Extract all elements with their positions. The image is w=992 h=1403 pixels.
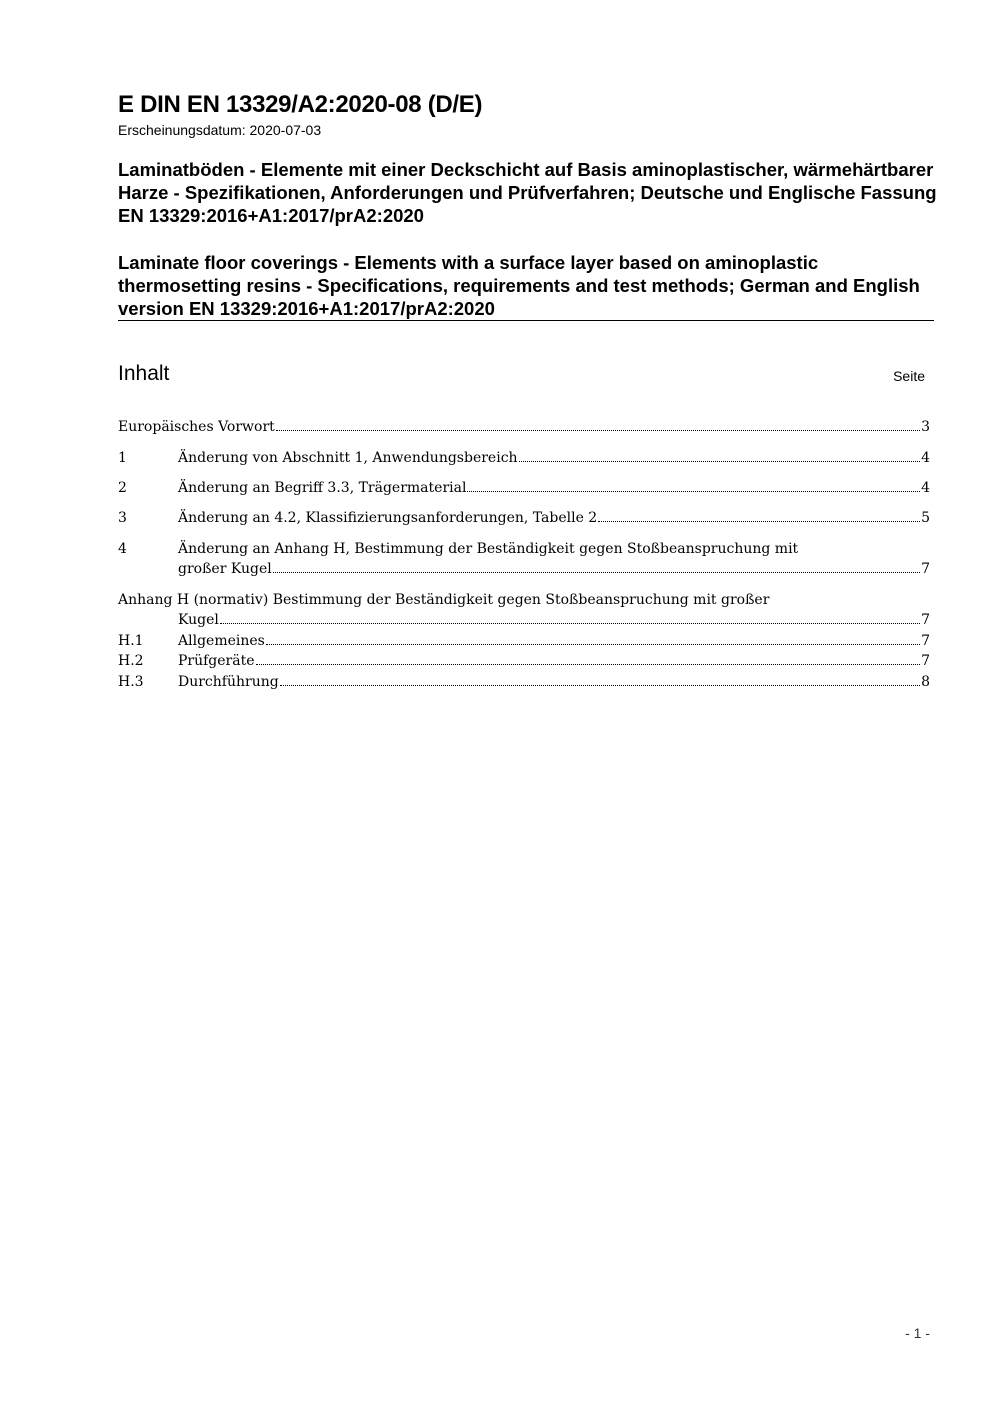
toc-leader-dots: [266, 644, 920, 645]
toc-entry-page: 7: [921, 561, 930, 577]
toc-entry-2[interactable]: [118, 478, 930, 498]
toc-entry-text-line1: Anhang H (normativ) Bestimmung der Beständigkeit gegen Stoßbeanspruchung mit großer: [118, 592, 770, 608]
publication-date: Erscheinungsdatum: 2020-07-03: [118, 122, 322, 138]
toc-page-column-label: Seite: [893, 368, 925, 384]
page-number: - 1 -: [905, 1325, 930, 1341]
toc-entry-text-line2: Kugel: [178, 612, 219, 628]
toc-leader-dots: [519, 461, 921, 462]
toc-leader-dots: [220, 623, 920, 624]
toc-entry-text: Durchführung: [178, 674, 279, 690]
toc-entry-text-line2: großer Kugel: [178, 561, 272, 577]
toc-leader-dots: [467, 491, 920, 492]
toc-entry-text: Allgemeines: [178, 633, 265, 649]
toc-entry-4[interactable]: [118, 539, 930, 579]
toc-leader-dots: [280, 685, 920, 686]
title-divider: [118, 320, 934, 321]
title-german: Laminatböden - Elemente mit einer Deckschicht auf Basis aminoplastischer, wärmehärtbarer Harze - Spezifikationen, Anforderungen und Prüfverfahren; Deutsche und Englische Fassung EN 13329:2016+A1:2017/prA2:2020: [118, 159, 937, 226]
toc-entry-text-line1: Änderung an Anhang H, Bestimmung der Beständigkeit gegen Stoßbeanspruchung mit: [178, 541, 799, 557]
toc-leader-dots: [276, 430, 920, 431]
toc-entry-annex-h[interactable]: [118, 590, 930, 630]
toc-entry-1[interactable]: [118, 448, 930, 468]
toc-entry-h1[interactable]: [118, 631, 930, 651]
toc-entry-number: H.2: [118, 653, 144, 669]
toc-entry-3[interactable]: [118, 508, 930, 528]
toc-entry-h3[interactable]: [118, 672, 930, 692]
toc-entry-page: 7: [921, 612, 930, 628]
toc-entry-text: Änderung an Begriff 3.3, Trägermaterial: [178, 480, 467, 496]
toc-entry-number: H.1: [118, 633, 144, 649]
toc-entry-page: 7: [921, 653, 930, 669]
toc-entry-number: 3: [118, 510, 127, 526]
toc-entry-page: 4: [921, 450, 930, 466]
toc-leader-dots: [598, 521, 920, 522]
toc-entry-text: Prüfgeräte: [178, 653, 255, 669]
toc-leader-dots: [273, 572, 920, 573]
toc-entry-page: 4: [921, 480, 930, 496]
toc-leader-dots: [256, 664, 921, 665]
document-id: E DIN EN 13329/A2:2020-08 (D/E): [118, 91, 483, 118]
toc-entry-text: Europäisches Vorwort: [118, 419, 275, 435]
toc-entry-page: 7: [921, 633, 930, 649]
toc-entry-page: 3: [921, 419, 930, 435]
toc-entry-number: 2: [118, 480, 127, 496]
toc-entry-page: 5: [921, 510, 930, 526]
toc-entry-text: Änderung von Abschnitt 1, Anwendungsbereich: [178, 450, 518, 466]
toc-entry-text: Änderung an 4.2, Klassifizierungsanforderungen, Tabelle 2: [178, 510, 598, 526]
toc-entry-european-foreword[interactable]: [118, 417, 930, 437]
toc-entry-h2[interactable]: [118, 651, 930, 671]
toc-heading: Inhalt: [118, 362, 170, 385]
toc-entry-page: 8: [921, 674, 930, 690]
title-english: Laminate floor coverings - Elements with a surface layer based on aminoplastic thermosetting resins - Specifications, requirements and test methods; German and English version EN 13329:2016+A1:2017/prA2:2020: [118, 252, 920, 319]
toc-entry-number: H.3: [118, 674, 144, 690]
toc-entry-number: 1: [118, 450, 127, 466]
toc-entry-number: 4: [118, 541, 127, 557]
